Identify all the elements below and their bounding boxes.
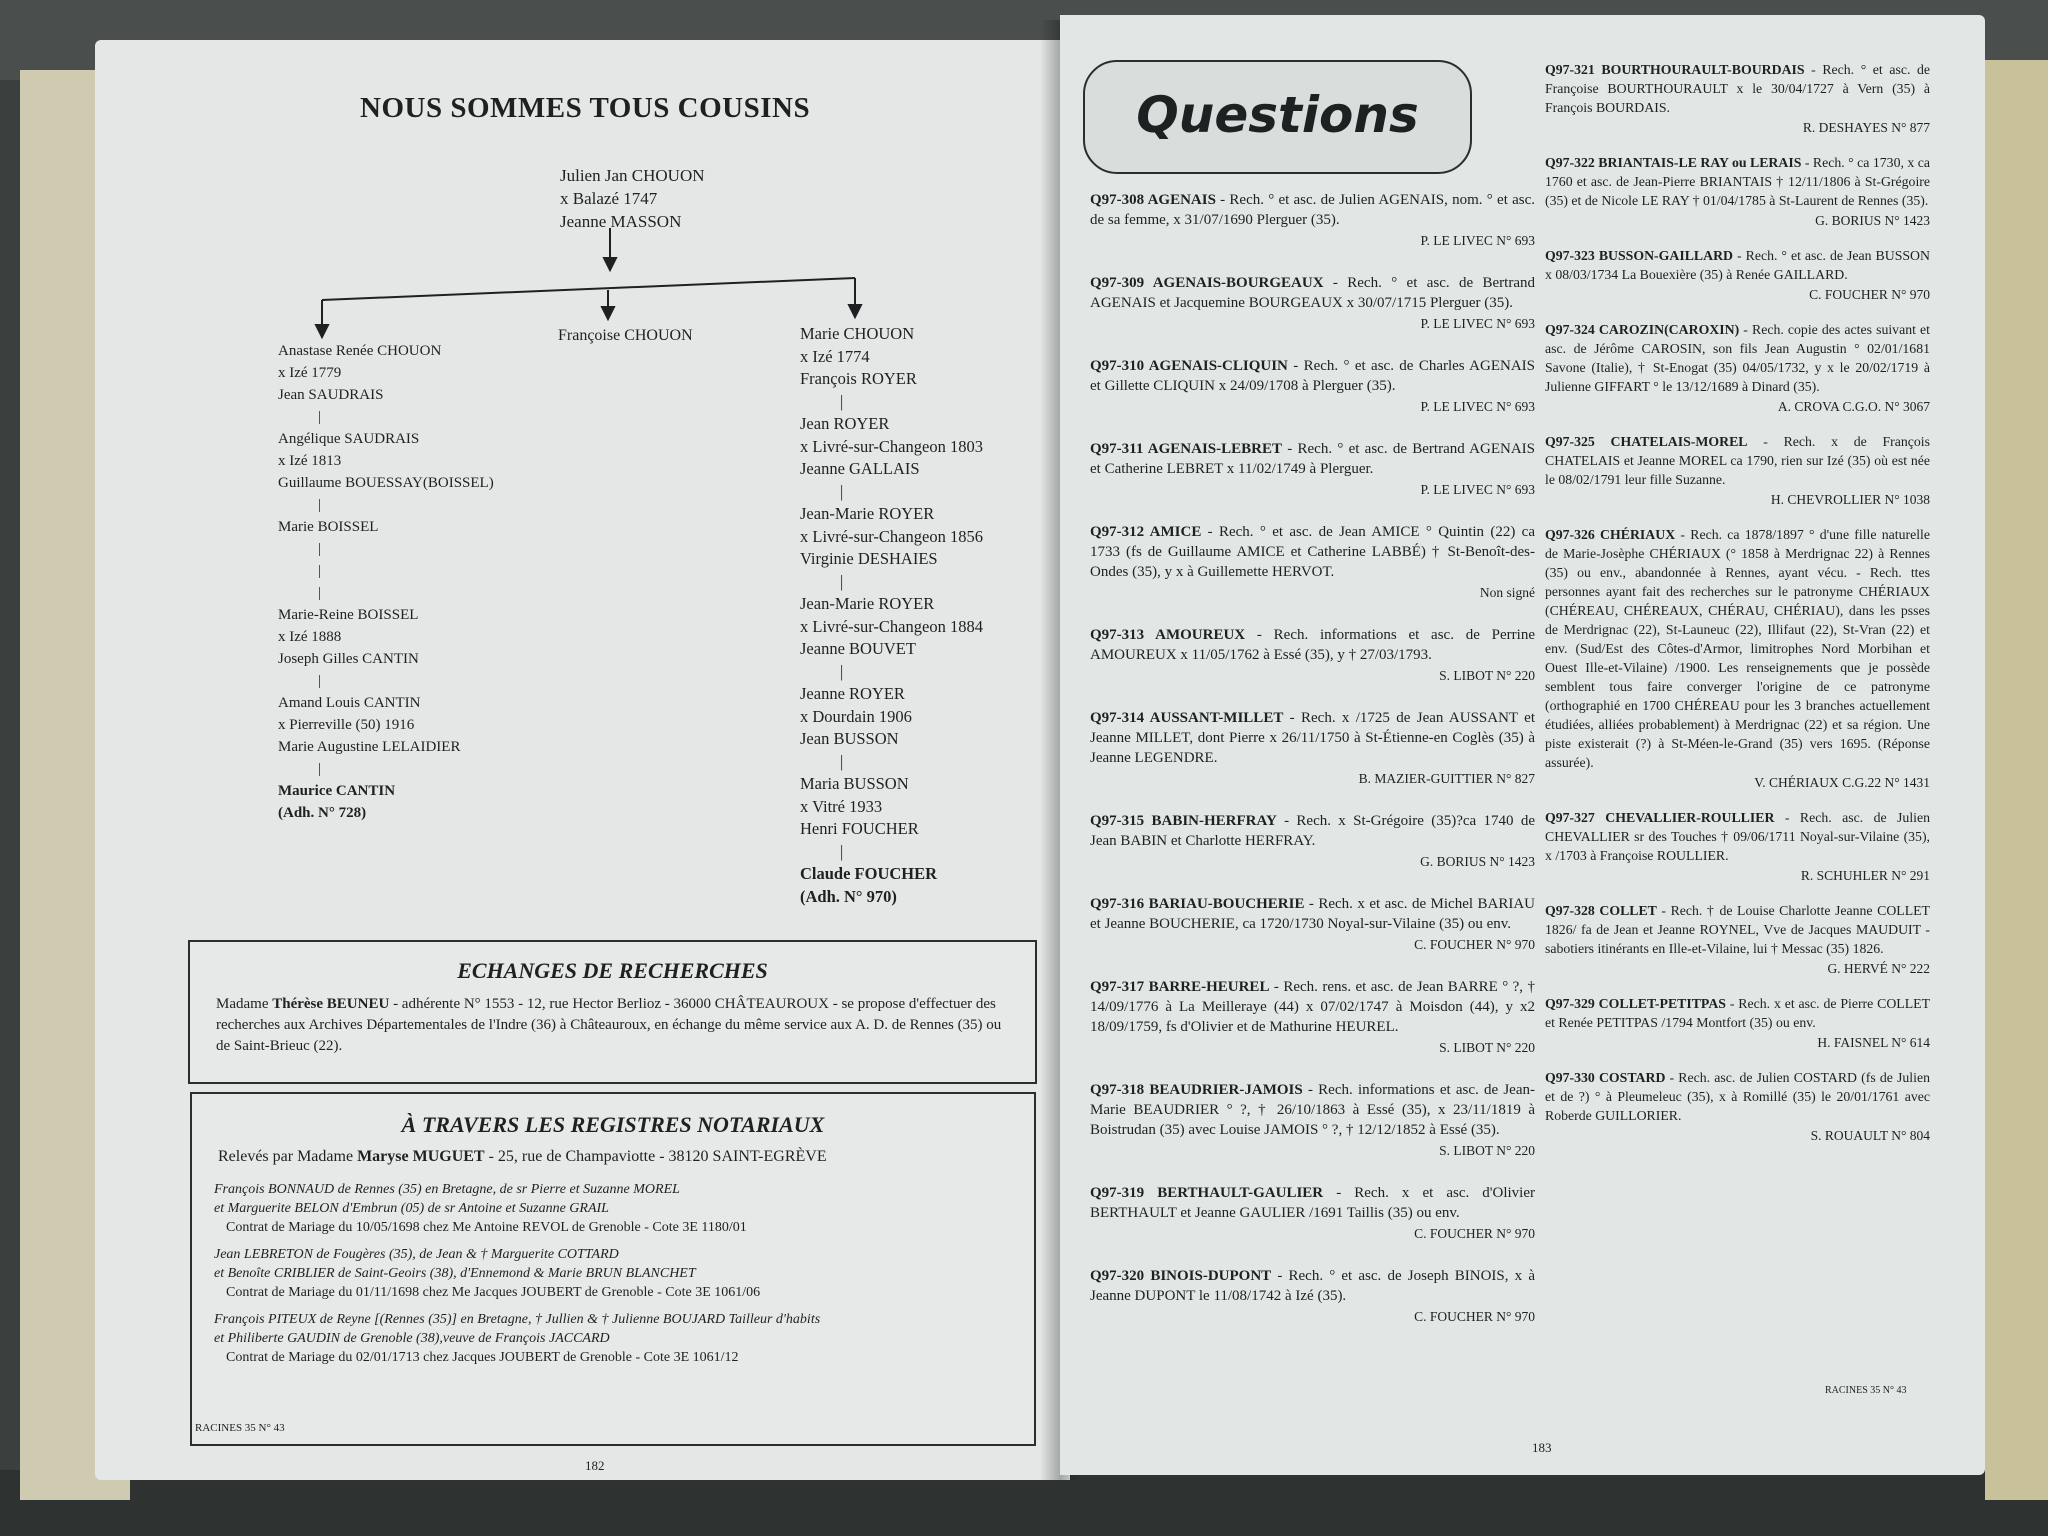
root-line: Julien Jan CHOUON: [560, 166, 705, 185]
question-code: Q97-313 AMOUREUX: [1090, 627, 1246, 643]
question-entry: [1545, 246, 1930, 304]
member-name: (Adh. N° 728): [278, 805, 367, 821]
question-signature: R. DESHAYES N° 877: [1802, 120, 1930, 135]
question-code: Q97-330 COSTARD: [1545, 1070, 1666, 1085]
question-code: Q97-314 AUSSANT-MILLET: [1090, 710, 1284, 726]
genealogy-line: Marie-Reine BOISSEL: [278, 607, 419, 623]
question-entry: [1545, 153, 1930, 230]
question-code: Q97-319 BERTHAULT-GAULIER: [1090, 1185, 1324, 1201]
questions-column-1: [1090, 190, 1535, 1349]
tree-link: |: [840, 481, 844, 501]
root-line: x Balazé 1747: [560, 189, 658, 208]
notarial-entry: Jean LEBRETON de Fougères (35), de Jean & † Marguerite COTTARD et Benoîte CRIBLIER de Saint-Geoirs (38), d'Ennemond & Marie BRUN BLANCHET Contrat de Mariage du 01/11/1698 chez Me Jacques JOUBERT de Grenoble - Cote 3E 1061/06: [214, 1247, 761, 1300]
member-name: Maurice CANTIN: [278, 783, 396, 799]
question-text: - Rech. informations et asc. de Perrine AMOUREUX x 11/05/1762 à Essé (35), y † 27/03/1793.: [1090, 627, 1535, 663]
genealogy-line: Jean SAUDRAIS: [278, 387, 384, 403]
genealogy-line: Jeanne BOUVET: [800, 639, 916, 658]
genealogy-line: Marie BOISSEL: [278, 519, 379, 535]
notariaux-intro: Relevés par Madame Maryse MUGUET - 25, rue de Champaviotte - 38120 SAINT-EGRÈVE: [218, 1148, 827, 1165]
genealogy-line: Joseph Gilles CANTIN: [278, 651, 419, 667]
question-code: Q97-324 CAROZIN(CAROXIN): [1545, 322, 1740, 337]
genealogy-line: Angélique SAUDRAIS: [278, 431, 420, 447]
question-body: [1545, 994, 1930, 1032]
question-body: [1545, 525, 1930, 772]
question-entry: [1090, 1266, 1535, 1327]
question-signature: S. ROUAULT N° 804: [1810, 1128, 1930, 1143]
questions-banner: [1083, 60, 1472, 174]
genealogy-line: Jean-Marie ROYER: [800, 504, 935, 523]
genealogy-column-francoise: [558, 325, 693, 348]
genealogy-line: x Livré-sur-Changeon 1884: [800, 616, 983, 636]
tree-link: |: [840, 571, 844, 591]
notarial-entry: François BONNAUD de Rennes (35) en Bretagne, de sr Pierre et Suzanne MOREL et Marguerite BELON d'Embrun (05) de sr Antoine et Suzanne GRAIL Contrat de Mariage du 10/05/1698 chez Me Antoine REVOL de Grenoble - Cote 3E 1180/01: [214, 1182, 747, 1235]
tree-link: |: [318, 409, 322, 425]
question-entry: [1090, 811, 1535, 872]
left-page-number: 182: [585, 1458, 605, 1473]
question-code: Q97-310 AGENAIS-CLIQUIN: [1090, 358, 1288, 374]
genealogy-line: Jeanne GALLAIS: [800, 459, 920, 478]
question-code: Q97-321 BOURTHOURAULT-BOURDAIS: [1545, 62, 1805, 77]
question-signature: H. FAISNEL N° 614: [1817, 1035, 1930, 1050]
tree-link: |: [840, 391, 844, 411]
question-signature: C. FOUCHER N° 970: [1414, 937, 1535, 952]
question-text: - Rech. ° et asc. de Jean BUSSON x 08/03/1734 La Bouexière (35) à Renée GAILLARD.: [1545, 248, 1930, 282]
question-code: Q97-308 AGENAIS: [1090, 192, 1216, 208]
right-page-number: 183: [1532, 1440, 1552, 1455]
question-signature: P. LE LIVEC N° 693: [1420, 316, 1535, 331]
question-signature: G. BORIUS N° 1423: [1815, 213, 1930, 228]
genealogy-line: x Izé 1774: [800, 346, 870, 366]
genealogy-line: x Livré-sur-Changeon 1803: [800, 436, 983, 456]
question-body: [1090, 1266, 1535, 1306]
question-signature: G. BORIUS N° 1423: [1420, 854, 1535, 869]
genealogy-line: Marie CHOUON: [800, 324, 915, 343]
tree-link: |: [318, 563, 322, 579]
genealogy-line: Anastase Renée CHOUON: [278, 343, 442, 359]
question-entry: [1545, 901, 1930, 978]
question-text: - Rech. x /1725 de Jean AUSSANT et Jeanne MILLET, dont Pierre x 26/11/1750 à St-Étienne-en Coglès (35) à Jeanne LEGENDRE.: [1090, 710, 1535, 766]
question-signature: P. LE LIVEC N° 693: [1420, 482, 1535, 497]
genealogy-line: x Pierreville (50) 1916: [278, 717, 415, 733]
question-signature: R. SCHUHLER N° 291: [1800, 868, 1930, 883]
questions-title: Questions: [1136, 86, 1419, 144]
question-entry: [1545, 60, 1930, 137]
question-entry: [1090, 439, 1535, 500]
question-body: [1545, 901, 1930, 958]
question-signature: C. FOUCHER N° 970: [1414, 1226, 1535, 1241]
question-body: [1545, 320, 1930, 396]
question-entry: [1090, 977, 1535, 1058]
question-body: [1090, 522, 1535, 582]
question-entry: [1090, 1183, 1535, 1244]
question-entry: [1090, 1080, 1535, 1161]
echanges-title: ECHANGES DE RECHERCHES: [457, 958, 768, 983]
question-body: [1545, 60, 1930, 117]
question-text: - Rech. x St-Grégoire (35)?ca 1740 de Jean BABIN et Charlotte HERFRAY.: [1090, 813, 1535, 849]
question-entry: [1090, 522, 1535, 603]
left-footer: RACINES 35 N° 43: [195, 1422, 285, 1434]
question-code: Q97-326 CHÉRIAUX: [1545, 527, 1676, 542]
tree-link: |: [318, 541, 322, 557]
genealogy-line: x Vitré 1933: [800, 796, 883, 816]
question-signature: H. CHEVROLLIER N° 1038: [1770, 492, 1930, 507]
question-entry: [1545, 994, 1930, 1052]
member-name: (Adh. N° 970): [800, 886, 897, 906]
genealogy-line: Jeanne ROYER: [800, 684, 905, 703]
genealogy-line: Maria BUSSON: [800, 774, 909, 793]
echanges-box: [188, 940, 1037, 1084]
genealogy-line: Guillaume BOUESSAY(BOISSEL): [278, 475, 494, 491]
question-entry: [1090, 708, 1535, 789]
question-text: - Rech. ° et asc. de Joseph BINOIS, x à Jeanne DUPONT le 11/08/1742 à Izé (35).: [1090, 1268, 1535, 1304]
questions-column-2: [1545, 60, 1930, 1161]
question-entry: [1090, 190, 1535, 251]
question-text: - Rech. x de François CHATELAIS et Jeanne MOREL ca 1790, rien sur Izé (35) où est née le 08/02/1791 leur fille Suzanne.: [1545, 434, 1930, 487]
question-entry: [1090, 273, 1535, 334]
question-code: Q97-317 BARRE-HEUREL: [1090, 979, 1270, 995]
question-text: - Rech. x et asc. de Pierre COLLET et Renée PETITPAS /1794 Montfort (35) ou env.: [1545, 996, 1931, 1030]
question-body: [1545, 153, 1930, 210]
question-signature: C. FOUCHER N° 970: [1414, 1309, 1535, 1324]
question-text: - Rech. asc. de Julien CHEVALLIER sr des Touches † 09/06/1711 Noyal-sur-Vilaine (35), x /1703 à Françoise ROULLIER.: [1545, 810, 1931, 863]
question-code: Q97-315 BABIN-HERFRAY: [1090, 813, 1277, 829]
question-body: [1090, 190, 1535, 230]
question-text: - Rech. ° et asc. de Françoise BOURTHOURAULT x le 30/04/1727 à Vern (35) à François BOURDAIS.: [1545, 62, 1930, 115]
question-body: [1545, 1068, 1930, 1125]
genealogy-line: Jean ROYER: [800, 414, 890, 433]
genealogy-line: Virginie DESHAIES: [800, 549, 938, 568]
question-code: Q97-323 BUSSON-GAILLARD: [1545, 248, 1733, 263]
question-entry: [1545, 808, 1930, 885]
question-code: Q97-316 BARIAU-BOUCHERIE: [1090, 896, 1305, 912]
question-body: [1545, 808, 1930, 865]
question-code: Q97-309 AGENAIS-BOURGEAUX: [1090, 275, 1324, 291]
notarial-entry: François PITEUX de Reyne [(Rennes (35)] en Bretagne, † Jullien & † Julienne BOUJARD Tailleur d'habits et Philiberte GAUDIN de Grenoble (38),veuve de François JACCARD Contrat de Mariage du 02/01/1713 chez Jacques JOUBERT de Grenoble - Cote 3E 1061/12: [214, 1312, 821, 1365]
question-signature: P. LE LIVEC N° 693: [1420, 399, 1535, 414]
genealogy-line: François ROYER: [800, 369, 917, 388]
question-signature: S. LIBOT N° 220: [1439, 1143, 1535, 1158]
genealogy-line: x Dourdain 1906: [800, 706, 912, 726]
question-body: [1090, 977, 1535, 1037]
genealogy-line: Marie Augustine LELAIDIER: [278, 739, 461, 755]
genealogy-line: Jean BUSSON: [800, 729, 899, 748]
question-code: Q97-329 COLLET-PETITPAS: [1545, 996, 1726, 1011]
question-signature: S. LIBOT N° 220: [1439, 668, 1535, 683]
question-body: [1090, 439, 1535, 479]
genealogy-line: Henri FOUCHER: [800, 819, 919, 838]
tree-link: |: [318, 497, 322, 513]
question-text: - Rech. informations et asc. de Jean-Marie BEAUDRIER ° ?, † 26/10/1863 à Essé (35), x 23/11/1819 à Boistrudan (35) avec Louise JAMOIS ° ?, † 12/12/1852 à Essé (35).: [1090, 1082, 1535, 1138]
question-code: Q97-311 AGENAIS-LEBRET: [1090, 441, 1282, 457]
question-signature: Non signé: [1479, 585, 1535, 600]
root-line: Jeanne MASSON: [560, 212, 682, 231]
question-signature: S. LIBOT N° 220: [1439, 1040, 1535, 1055]
genealogy-line: x Izé 1813: [278, 453, 342, 469]
genealogy-column-anastase: [278, 340, 494, 824]
question-code: Q97-327 CHEVALLIER-ROULLIER: [1545, 810, 1775, 825]
question-signature: G. HERVÉ N° 222: [1827, 961, 1930, 976]
question-code: Q97-325 CHATELAIS-MOREL: [1545, 434, 1748, 449]
question-signature: B. MAZIER-GUITTIER N° 827: [1358, 771, 1535, 786]
question-text: - Rech. ° et asc. de Bertrand AGENAIS et Catherine LEBRET x 11/02/1749 à Plerguer.: [1090, 441, 1535, 477]
question-body: [1090, 356, 1535, 396]
question-text: - Rech. x et asc. d'Olivier BERTHAULT et Jeanne GAULIER /1691 Taillis (35) ou env.: [1090, 1185, 1535, 1221]
question-entry: [1090, 894, 1535, 955]
question-body: [1090, 708, 1535, 768]
question-text: - Rech. ca 1878/1897 ° d'une fille naturelle de Marie-Josèphe CHÉRIAUX (° 1858 à Merdrignac 22) à Rennes (35) ou env., abandonnée à Rennes, ayant vécu. - Rech. ttes personnes ayant fait des recherches sur le patronyme CHÉRIAUX (CHÉREAU, CHÉREAUX, CHÉRAU, CHÉRIAU), dans les psses de Merdrignac (22), St-Launeuc (22), Illifaut (22), St-Vran (22) et env. (Sud/Est des Côtes-d'Armor, limitrophes Nord Morbihan et Ouest Ille-et-Vilaine) /1900. Les renseignements que je possède semblent tous faire converger l'origine de ce patronyme (orthographié en 1700 CHÉREAU pour les 3 branches actuellement étudiées, alliées probablement) à Merdrignac (22) et sa région. Une piste existerait (?) à St-Méen-le-Grand (35) vers 1695. (Réponse assurée).: [1545, 527, 1931, 770]
question-entry: [1545, 320, 1930, 416]
question-text: - Rech. † de Louise Charlotte Jeanne COLLET 1826/ fa de Jean et Jeanne ROYNEL, Vve de Jacques MAUDUIT - sabotiers itinérants en Ille-et-Vilaine, lui † Messac (35) 1826.: [1545, 903, 1930, 956]
genealogy-line: Jean-Marie ROYER: [800, 594, 935, 613]
notariaux-title: À TRAVERS LES REGISTRES NOTARIAUX: [401, 1112, 825, 1137]
genealogy-column-marie: [800, 323, 983, 908]
question-body: [1090, 811, 1535, 851]
member-name: Claude FOUCHER: [800, 864, 938, 883]
genealogy-line: Amand Louis CANTIN: [278, 695, 421, 711]
question-body: [1090, 1080, 1535, 1140]
question-code: Q97-328 COLLET: [1545, 903, 1657, 918]
page-title: NOUS SOMMES TOUS COUSINS: [360, 92, 811, 124]
tree-link: |: [840, 661, 844, 681]
question-code: Q97-322 BRIANTAIS-LE RAY ou LERAIS: [1545, 155, 1802, 170]
question-code: Q97-318 BEAUDRIER-JAMOIS: [1090, 1082, 1303, 1098]
tree-link: |: [318, 585, 322, 601]
notariaux-box: [190, 1092, 1036, 1446]
person-name: Françoise CHOUON: [558, 327, 693, 344]
question-signature: P. LE LIVEC N° 693: [1420, 233, 1535, 248]
question-body: [1090, 625, 1535, 665]
tree-link: |: [840, 751, 844, 771]
question-text: - Rech. x et asc. de Michel BARIAU et Jeanne BOUCHERIE, ca 1720/1730 Noyal-sur-Vilaine (35) ou env.: [1090, 896, 1535, 932]
question-entry: [1090, 625, 1535, 686]
right-footer: RACINES 35 N° 43: [1825, 1385, 1907, 1396]
tree-link: |: [318, 761, 322, 777]
question-text: - Rech. ° et asc. de Bertrand AGENAIS et Jacquemine BOURGEAUX x 30/07/1715 Plerguer (35).: [1090, 275, 1535, 311]
tree-link: |: [840, 841, 844, 861]
question-code: Q97-312 AMICE: [1090, 524, 1202, 540]
question-signature: A. CROVA C.G.O. N° 3067: [1777, 399, 1930, 414]
question-body: [1545, 432, 1930, 489]
genealogy-line: x Livré-sur-Changeon 1856: [800, 526, 983, 546]
question-entry: [1545, 1068, 1930, 1145]
question-body: [1090, 1183, 1535, 1223]
question-text: - Rech. ° et asc. de Charles AGENAIS et Gillette CLIQUIN x 24/09/1708 à Plerguer (35).: [1090, 358, 1535, 394]
question-signature: C. FOUCHER N° 970: [1809, 287, 1930, 302]
tree-link: |: [318, 673, 322, 689]
genealogy-line: x Izé 1779: [278, 365, 342, 381]
question-text: - Rech. ° et asc. de Julien AGENAIS, nom. ° et asc. de sa femme, x 31/07/1690 Plerguer (35).: [1090, 192, 1535, 228]
question-signature: V. CHÉRIAUX C.G.22 N° 1431: [1754, 775, 1930, 790]
question-text: - Rech. asc. de Julien COSTARD (fs de Julien et de ?) ° à Pleumeleuc (35), x à Romillé (35) le 20/01/1761 avec Roberde GUILLORIER.: [1545, 1070, 1930, 1123]
question-entry: [1545, 525, 1930, 792]
echanges-text: Madame Thérèse BEUNEU - adhérente N° 1553 - 12, rue Hector Berlioz - 36000 CHÂTEAUROUX - se propose d'effectuer des recherches aux Archives Départementales de l'Indre (36) à Châteauroux, en échange du même service aux A. D. de Rennes (35) ou de Saint-Brieuc (22).: [216, 996, 1002, 1054]
genealogy-line: x Izé 1888: [278, 629, 342, 645]
question-entry: [1545, 432, 1930, 509]
question-entry: [1090, 356, 1535, 417]
question-text: - Rech. ° ca 1730, x ca 1760 et asc. de Jean-Pierre BRIANTAIS † 12/11/1806 à St-Grégoire (35) et de Nicole LE RAY † 01/04/1785 à St-Laurent de Rennes (35).: [1545, 155, 1930, 208]
question-code: Q97-320 BINOIS-DUPONT: [1090, 1268, 1272, 1284]
question-body: [1545, 246, 1930, 284]
question-text: - Rech. ° et asc. de Jean AMICE ° Quintin (22) ca 1733 (fs de Guillaume AMICE et Catherine LABBÉ) † St-Benoît-des-Ondes (35), y x à Guillemette HERVOT.: [1090, 524, 1535, 580]
question-body: [1090, 894, 1535, 934]
question-body: [1090, 273, 1535, 313]
question-text: - Rech. copie des actes suivant et asc. de Jérôme CAROSIN, son fils Jean Augustin ° 02/01/1681 Savone (Italie), † St-Enogat (35) 04/05/1732, y x le 20/02/1719 à Julienne GIFFART ° le 13/12/1689 à Dinard (35).: [1545, 322, 1930, 394]
question-text: - Rech. rens. et asc. de Jean BARRE ° ?, † 14/09/1776 à La Meilleraye (44) x 07/02/1747 à Moisdon (44), y x2 18/09/1759, fs d'Olivier et de Mathurine HEUREL.: [1090, 979, 1535, 1035]
